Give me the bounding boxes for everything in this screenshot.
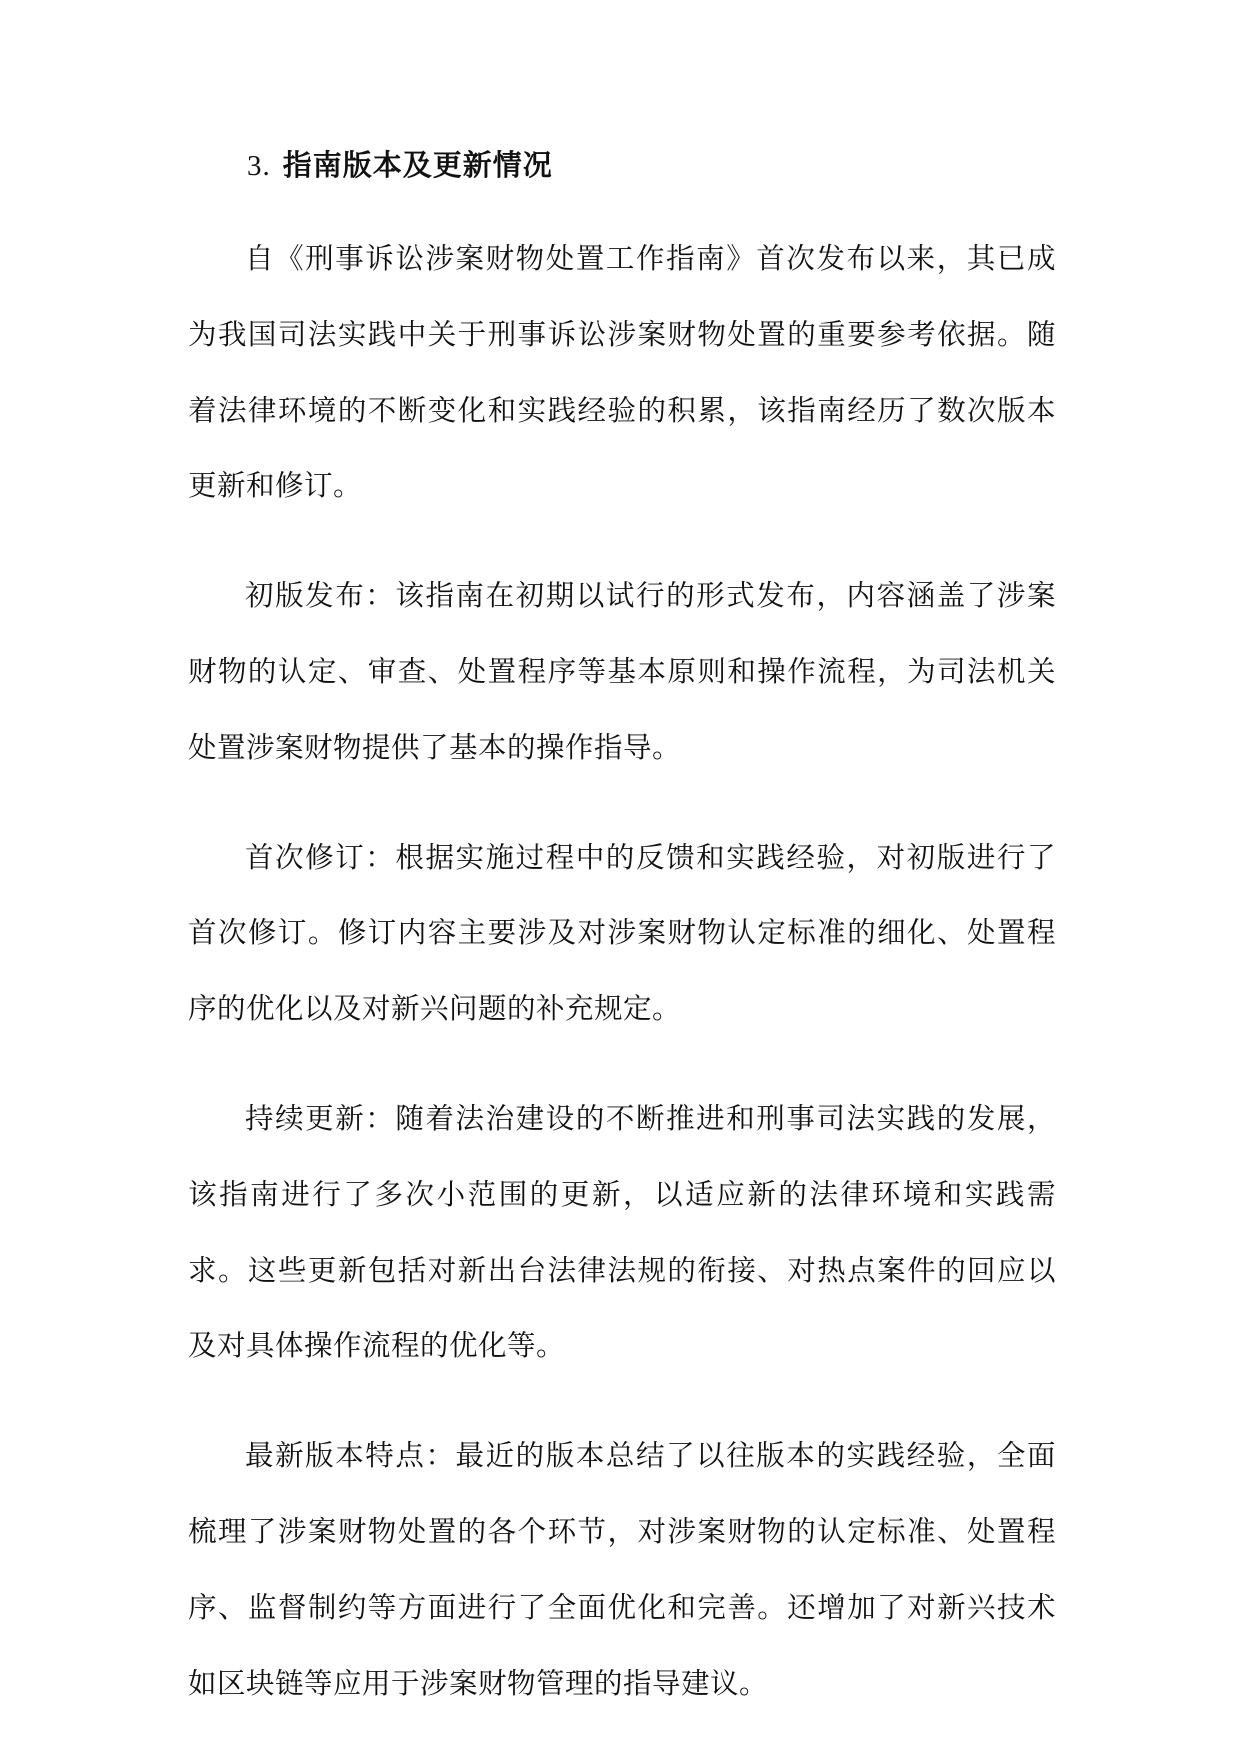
paragraph-initial-release: 初版发布：该指南在初期以试行的形式发布，内容涵盖了涉案财物的认定、审查、处置程序等基本原则和操作流程，为司法机关处置涉案财物提供了基本的操作指导。: [188, 579, 1056, 764]
paragraph-first-revision: 首次修订：根据实施过程中的反馈和实践经验，对初版进行了首次修订。修订内容主要涉及对涉案财物认定标准的细化、处置程序的优化以及对新兴问题的补充规定。: [188, 840, 1056, 1026]
paragraph-intro: 自《刑事诉讼涉案财物处置工作指南》首次发布以来，其已成为我国司法实践中关于刑事诉讼涉案财物处置的重要参考依据。随着法律环境的不断变化和实践经验的积累，该指南经历了数次版本更新和修订。: [188, 242, 1056, 503]
section-number: 3.: [247, 150, 271, 182]
document-body: [188, 144, 1056, 1721]
paragraph-continuous-updates: 持续更新：随着法治建设的不断推进和刑事司法实践的发展，该指南进行了多次小范围的更新，以适应新的法律环境和实践需求。这些更新包括对新出台法律法规的衔接、对热点案件的回应以及对具体操作流程的优化等。: [188, 1101, 1056, 1363]
section-title: 指南版本及更新情况: [282, 148, 553, 182]
section-heading: [188, 144, 1056, 187]
paragraph-latest-version: 最新版本特点：最近的版本总结了以往版本的实践经验，全面梳理了涉案财物处置的各个环节，对涉案财物的认定标准、处置程序、监督制约等方面进行了全面优化和完善。还增加了对新兴技术如区块链等应用于涉案财物管理的指导建议。: [188, 1439, 1056, 1700]
